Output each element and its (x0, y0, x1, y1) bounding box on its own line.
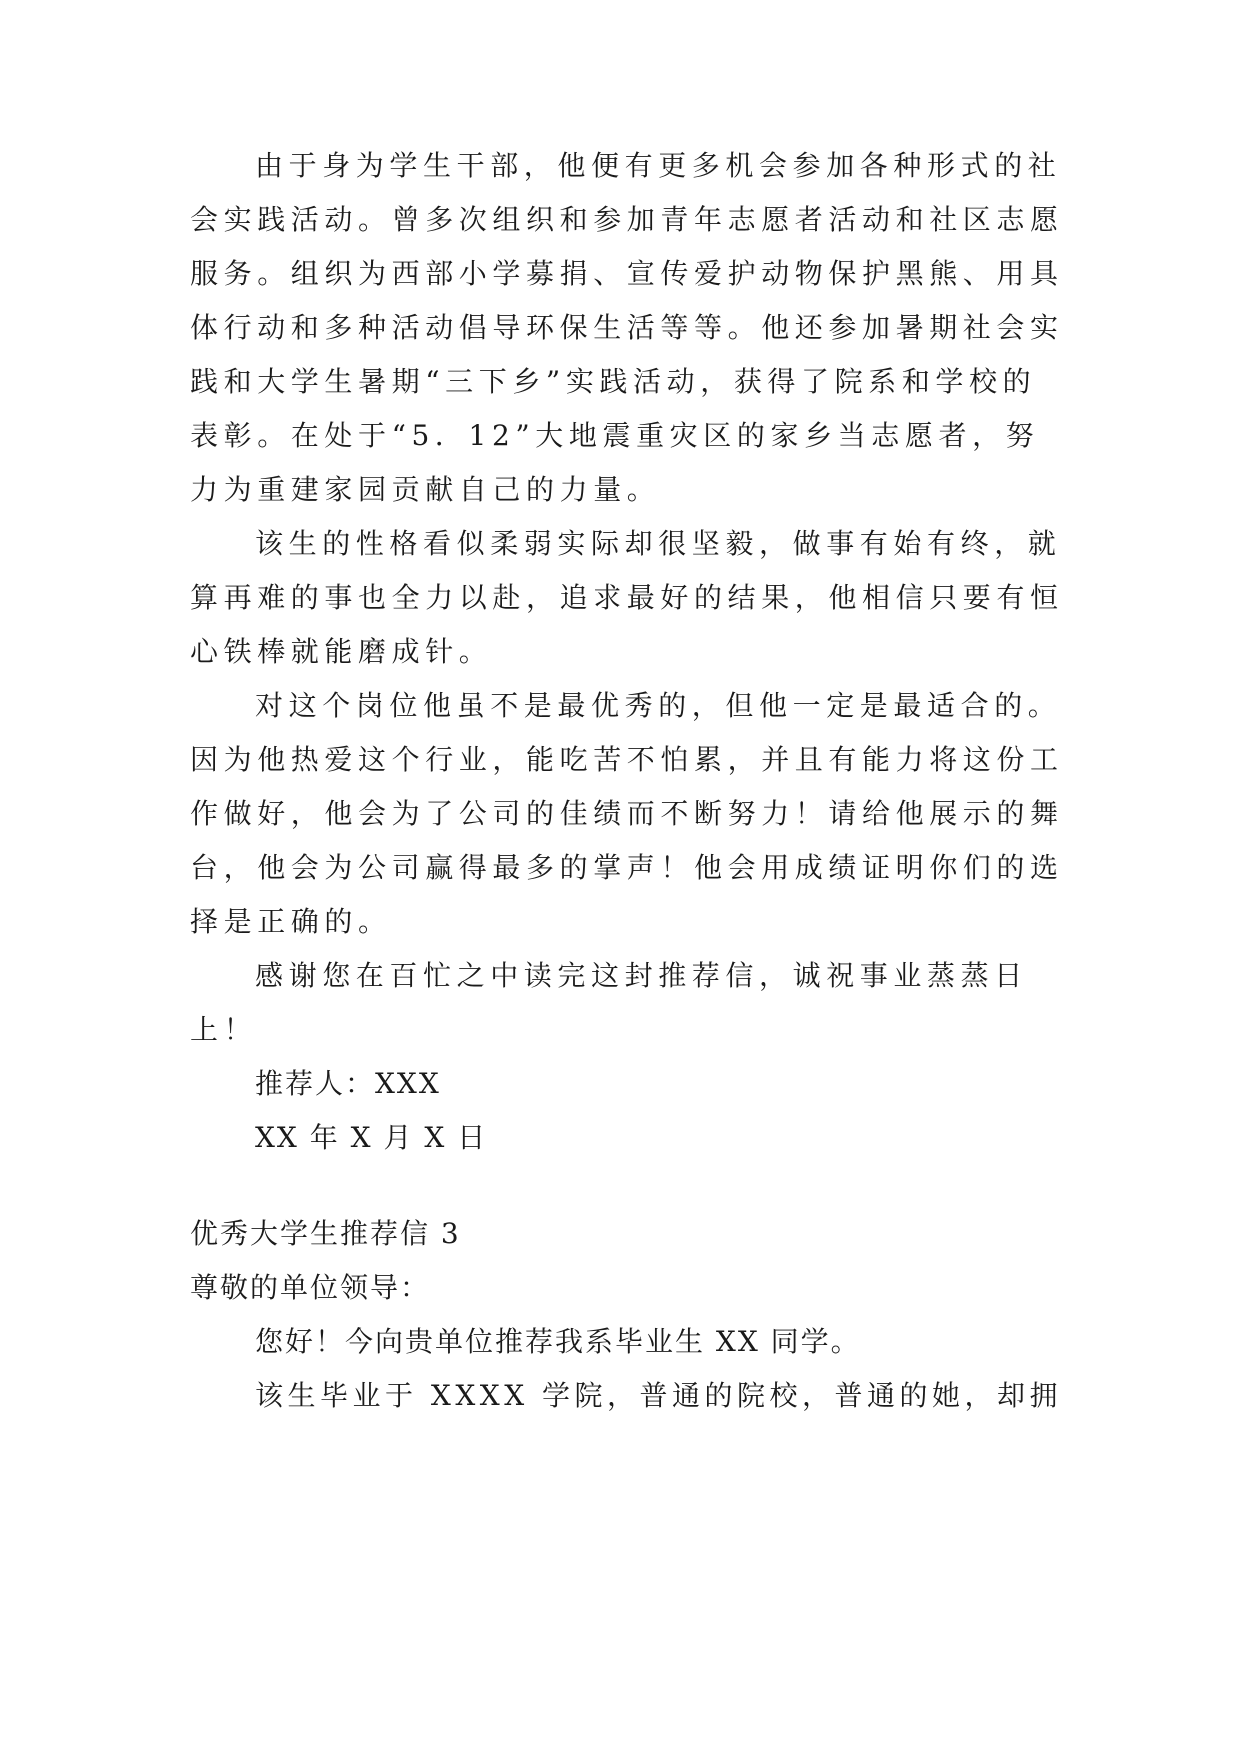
paragraph-line: 该生的性格看似柔弱实际却很坚毅，做事有始有终，就 (255, 527, 1062, 560)
paragraph-line: 心铁棒就能磨成针。 (190, 635, 493, 668)
paragraph-line: 算再难的事也全力以赴，追求最好的结果，他相信只要有恒 (190, 581, 1064, 614)
paragraph-line: 体行动和多种活动倡导环保生活等等。他还参加暑期社会实 (190, 311, 1064, 344)
recommender-line: 推荐人：XXX (255, 1067, 441, 1100)
paragraph-line: 台，他会为公司赢得最多的掌声！他会用成绩证明你们的选 (190, 851, 1064, 884)
paragraph-line: 会实践活动。曾多次组织和参加青年志愿者活动和社区志愿 (190, 203, 1064, 236)
date-line: XX 年 X 月 X 日 (255, 1121, 488, 1154)
paragraph-line: 感谢您在百忙之中读完这封推荐信，诚祝事业蒸蒸日 (255, 959, 1028, 992)
paragraph-line: 践和大学生暑期“三下乡”实践活动，获得了院系和学校的 (190, 365, 1037, 398)
paragraph-line: 表彰。在处于“5．12”大地震重灾区的家乡当志愿者，努 (190, 419, 1040, 452)
paragraph-line: 由于身为学生干部，他便有更多机会参加各种形式的社 (255, 149, 1062, 182)
paragraph-line: 力为重建家园贡献自己的力量。 (190, 473, 661, 506)
paragraph-line: 择是正确的。 (190, 905, 392, 938)
paragraph-line: 该生毕业于 XXXX 学院，普通的院校，普通的她，却拥 (255, 1379, 1063, 1412)
paragraph-line: 服务。组织为西部小学募捐、宣传爱护动物保护黑熊、用具 (190, 257, 1064, 290)
salutation: 尊敬的单位领导： (190, 1271, 431, 1304)
paragraph-line: 作做好，他会为了公司的佳绩而不断努力！请给他展示的舞 (190, 797, 1064, 830)
paragraph-line: 因为他热爱这个行业，能吃苦不怕累，并且有能力将这份工 (190, 743, 1064, 776)
paragraph-line: 对这个岗位他虽不是最优秀的，但他一定是最适合的。 (255, 689, 1062, 722)
paragraph-line: 您好！今向贵单位推荐我系毕业生 XX 同学。 (255, 1325, 861, 1358)
paragraph-line: 上！ (190, 1013, 258, 1046)
section-title: 优秀大学生推荐信 3 (190, 1217, 461, 1250)
